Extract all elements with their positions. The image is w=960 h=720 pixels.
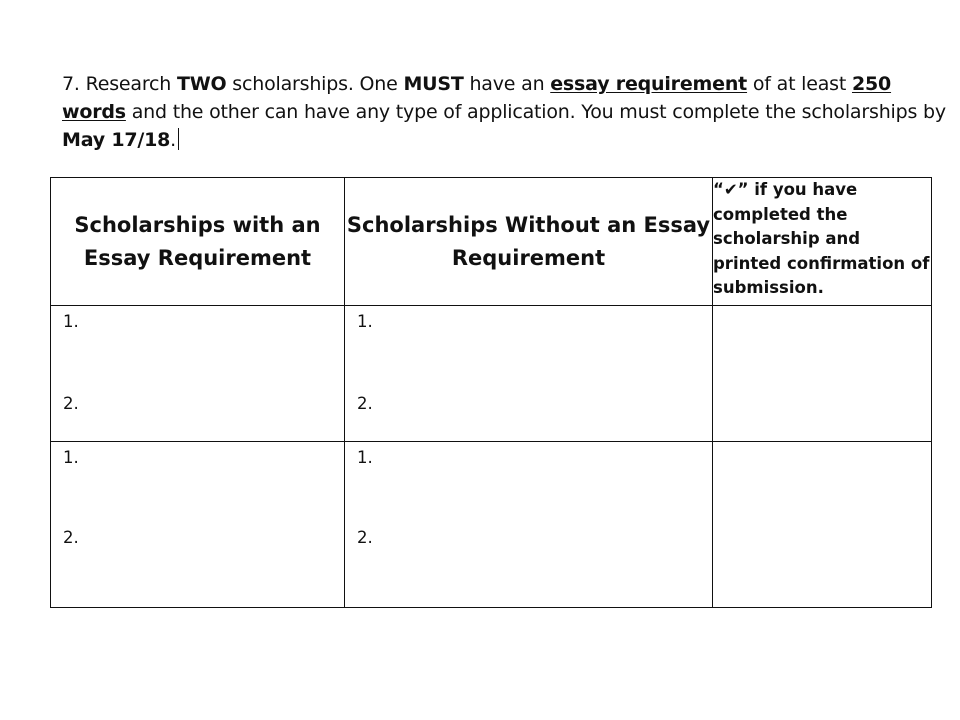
instruction-due-date: May 17/18 — [62, 129, 171, 151]
entry-number: 2. — [63, 394, 79, 413]
entry-number: 1. — [357, 448, 373, 467]
header-completion-check: “✔” if you have completed the scholarship and printed confirmation of submission. — [713, 178, 932, 306]
entry-number: 2. — [63, 528, 79, 547]
table-row — [51, 442, 932, 608]
instruction-emphasis-two: TWO — [176, 73, 227, 95]
instruction-emphasis-must: MUST — [403, 73, 464, 95]
instruction-emphasis-250: 250 — [851, 73, 892, 95]
no-essay-entry-cell[interactable] — [345, 306, 713, 442]
table-header-row — [51, 178, 932, 306]
instruction-emphasis-essay-requirement: essay requirement — [550, 73, 748, 95]
entry-number: 1. — [63, 448, 79, 467]
header-essay-scholarships: Scholarships with an Essay Requirement — [51, 178, 345, 306]
instruction-text: have an — [463, 73, 551, 95]
table-row — [51, 306, 932, 442]
completion-check-cell[interactable] — [713, 306, 932, 442]
instruction-emphasis-words: words — [62, 101, 126, 123]
header-no-essay-scholarships: Scholarships Without an Essay Requirement — [345, 178, 713, 306]
instruction-text: scholarships. One — [226, 73, 404, 95]
instruction-text: of at least — [747, 73, 852, 95]
essay-entry-cell[interactable] — [51, 442, 345, 608]
instruction-text: 7. Research — [62, 73, 177, 95]
essay-entry-cell[interactable] — [51, 306, 345, 442]
instruction-text: and the other can have any type of application. You must complete the scholarships by — [125, 101, 946, 123]
entry-number: 2. — [357, 528, 373, 547]
completion-check-cell[interactable] — [713, 442, 932, 608]
text-cursor — [178, 128, 179, 150]
entry-number: 1. — [63, 312, 79, 331]
assignment-instructions — [62, 70, 957, 154]
entry-number: 2. — [357, 394, 373, 413]
entry-number: 1. — [357, 312, 373, 331]
instruction-text: . — [170, 129, 177, 151]
scholarship-table — [50, 177, 932, 608]
no-essay-entry-cell[interactable] — [345, 442, 713, 608]
